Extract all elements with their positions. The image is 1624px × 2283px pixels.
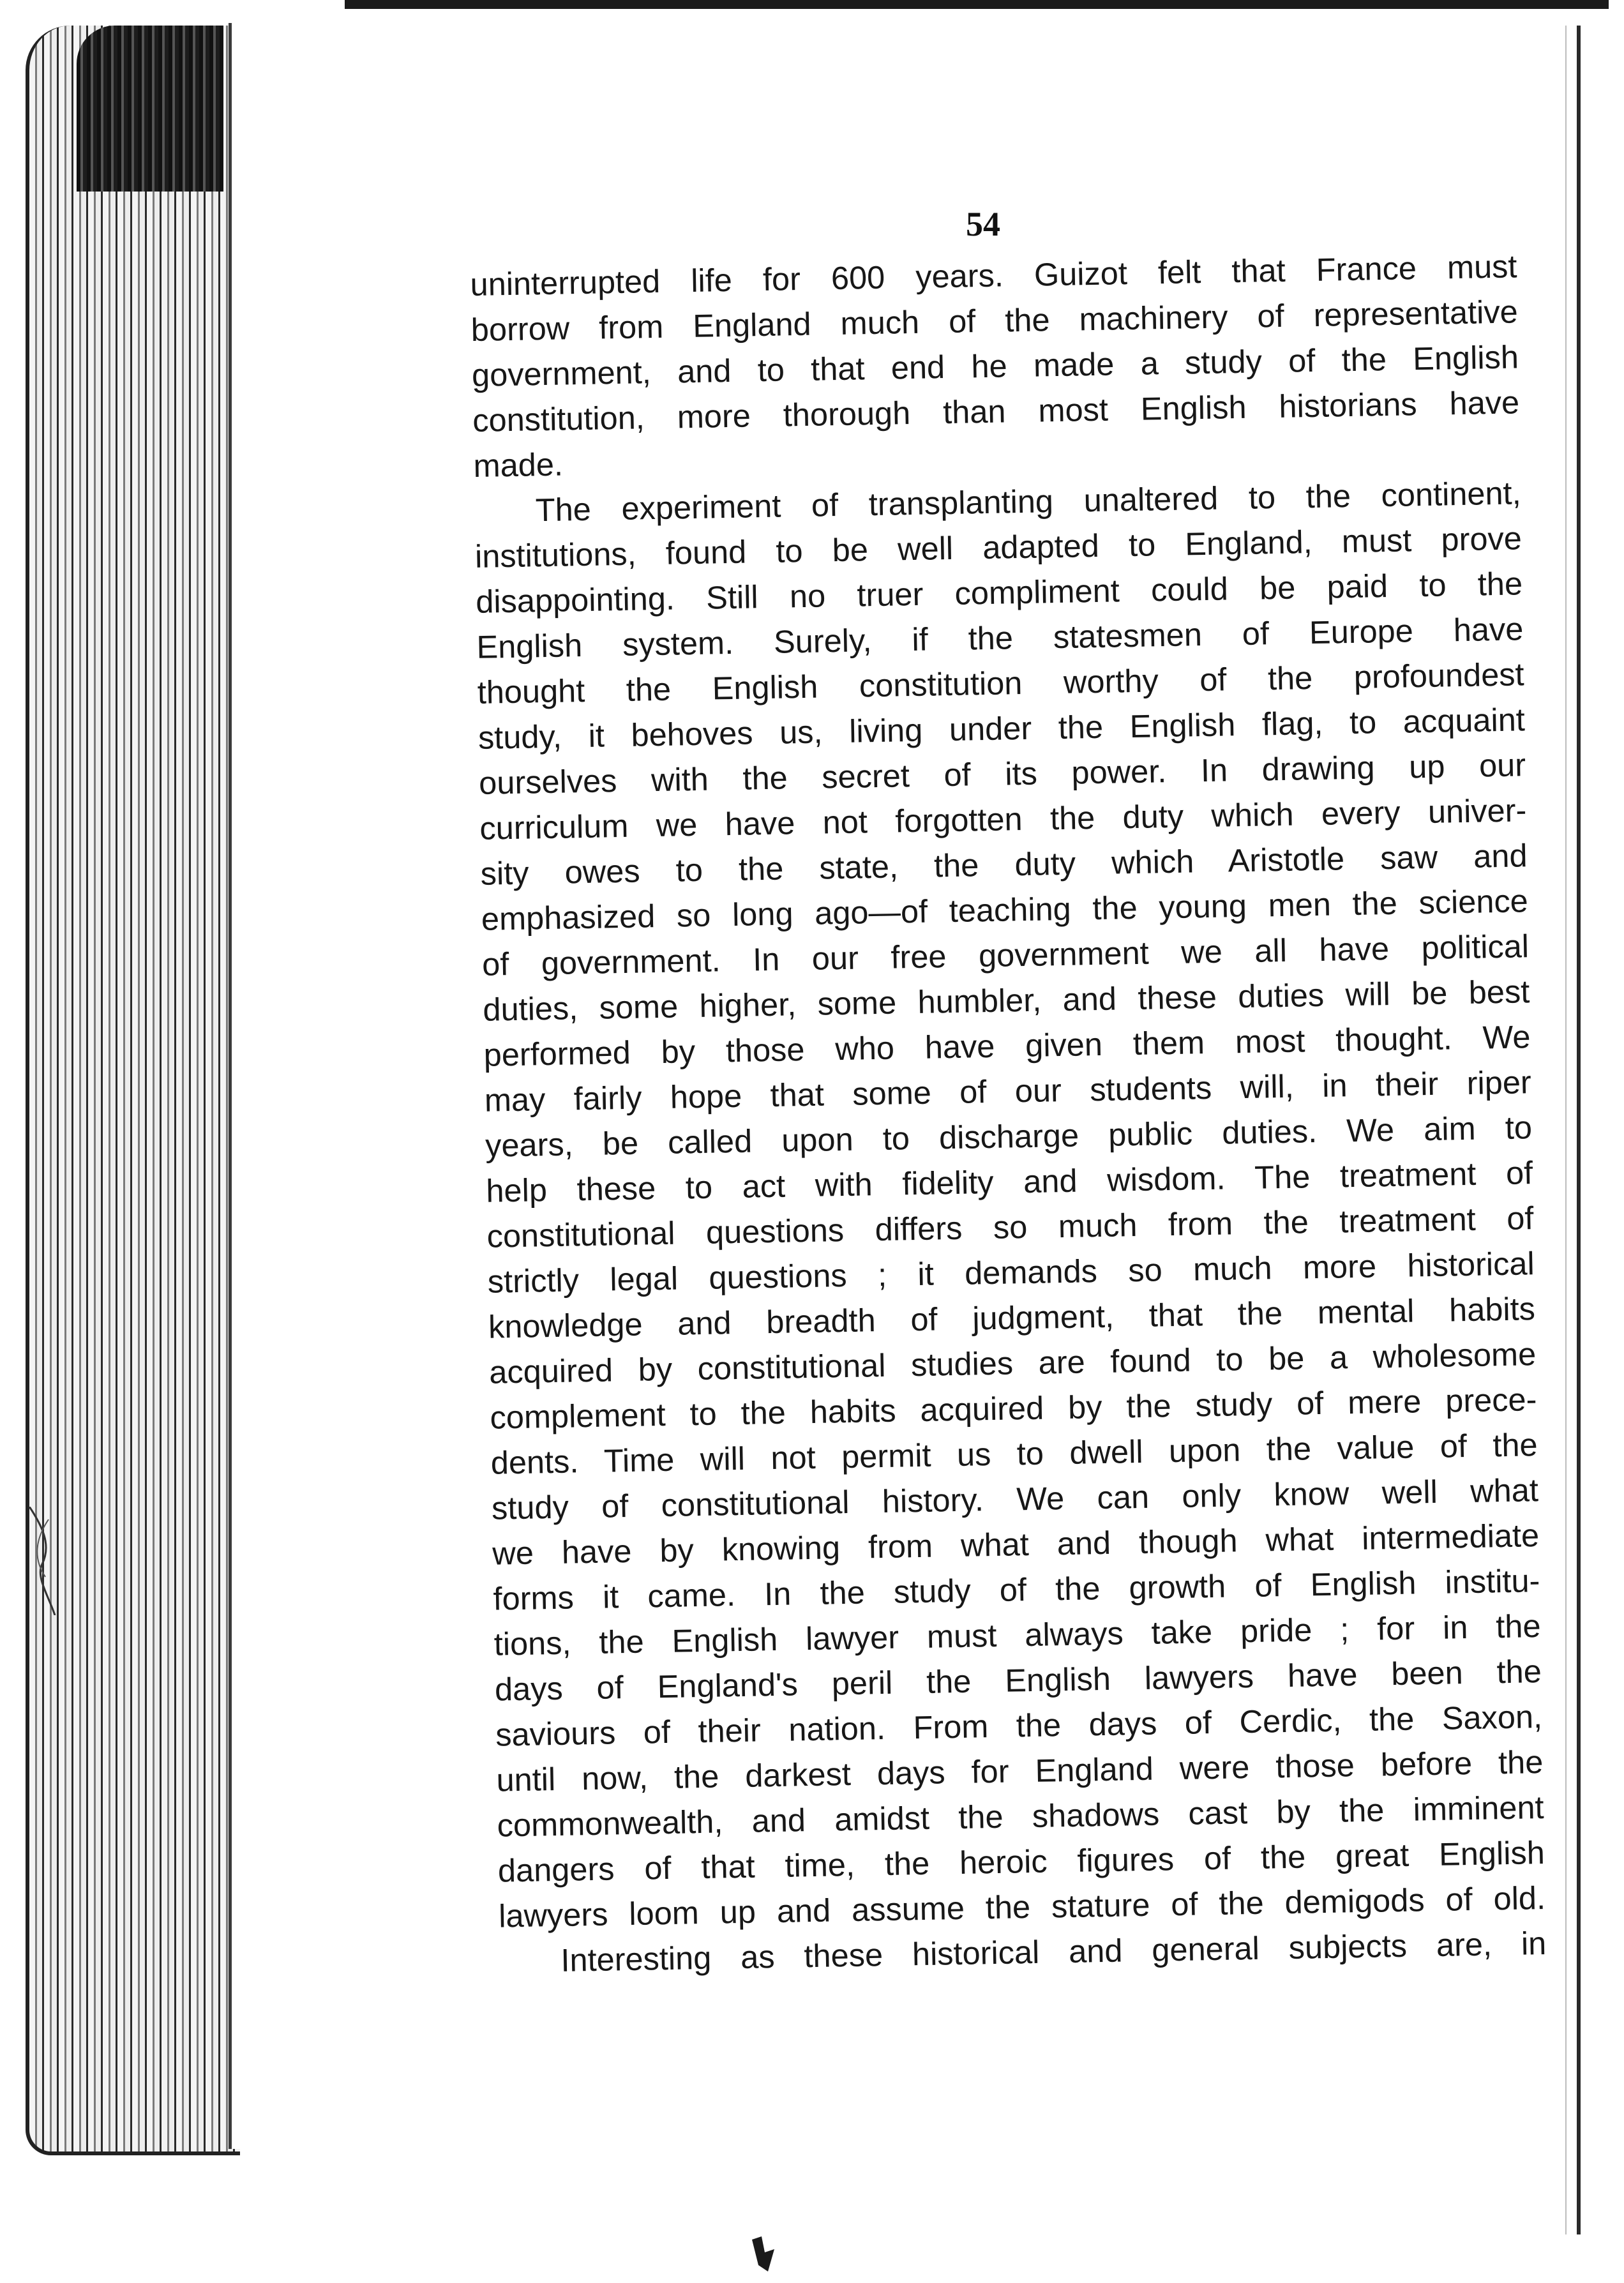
text-line: institutions, found to be well adapted to England, must prove	[474, 520, 1522, 575]
text-line: we have by knowing from what and though what intermediate	[492, 1517, 1540, 1572]
text-line: years, be called upon to discharge public duties. We aim to	[485, 1109, 1533, 1164]
paragraph-start-line: Interesting as these historical and general subjects are, in	[560, 1924, 1547, 1978]
text-line: emphasized so long ago—of teaching the young men the science	[481, 882, 1529, 937]
text-line: complement to the habits acquired by the study of mere prece-	[490, 1381, 1537, 1436]
text-line: of government. In our free government we all have political	[481, 928, 1530, 983]
bottom-scan-mark	[746, 2233, 784, 2278]
text-line: saviours of their nation. From the days of Cerdic, the Saxon,	[495, 1698, 1543, 1753]
page-number: 54	[966, 205, 1000, 243]
page-right-edge	[1577, 26, 1581, 2234]
text-line: disappointing. Still no truer compliment could be paid to the	[475, 565, 1523, 620]
paragraph-start-line: The experiment of transplanting unaltered to the continent,	[535, 474, 1522, 529]
book-edge-shadow	[77, 26, 223, 192]
text-line: tions, the English lawyer must always take pride ; for in the	[493, 1608, 1542, 1662]
text-line: government, and to that end he made a study of the English	[471, 338, 1519, 393]
text-line: borrow from England much of the machinery of representative	[470, 293, 1519, 348]
text-line: dents. Time will not permit us to dwell upon the value of the	[490, 1426, 1538, 1481]
text-line: performed by those who have given them most thought. We	[483, 1018, 1531, 1073]
text-line: constitutional questions differs so much from the treatment of	[486, 1200, 1534, 1255]
text-line: forms it came. In the study of the growth of English institu-	[493, 1562, 1540, 1617]
text-line: duties, some higher, some humbler, and these duties will be best	[482, 973, 1530, 1028]
binding-thread-mark	[23, 1507, 61, 1615]
text-line: study of constitutional history. We can only know well what	[491, 1472, 1539, 1526]
scan-top-border	[345, 0, 1609, 9]
text-line: English system. Surely, if the statesmen of Europe have	[476, 610, 1524, 665]
text-line: constitution, more thorough than most English historians have	[472, 384, 1520, 439]
book-page-edges	[26, 26, 240, 2155]
text-line: lawyers loom up and assume the stature of the demigods of old.	[498, 1879, 1546, 1934]
page-right-edge-inner	[1565, 26, 1567, 2234]
text-line: ourselves with the secret of its power. In drawing up our	[478, 746, 1526, 801]
text-line: uninterrupted life for 600 years. Guizot felt that France must	[470, 248, 1517, 303]
text-line: thought the English constitution worthy of the profoundest	[477, 656, 1525, 711]
body-text	[470, 243, 1547, 1984]
text-line: until now, the darkest days for England were those before the	[496, 1744, 1544, 1798]
text-line: days of England's peril the English lawyers have been the	[494, 1653, 1542, 1708]
text-line: made.	[473, 446, 564, 484]
text-line: may fairly hope that some of our students will, in their riper	[484, 1064, 1532, 1119]
text-line: sity owes to the state, the duty which Aristotle saw and	[480, 837, 1528, 892]
text-line: strictly legal questions ; it demands so much more historical	[487, 1245, 1535, 1300]
text-line: commonwealth, and amidst the shadows cast by the imminent	[497, 1789, 1544, 1844]
text-line: knowledge and breadth of judgment, that the mental habits	[488, 1290, 1536, 1345]
text-line: help these to act with fidelity and wisdom. The treatment of	[485, 1154, 1533, 1209]
text-line: dangers of that time, the heroic figures of the great English	[497, 1834, 1545, 1889]
text-line: acquired by constitutional studies are found to be a wholesome	[488, 1336, 1537, 1390]
text-line: curriculum we have not forgotten the duty which every univer-	[479, 792, 1527, 847]
text-line: study, it behoves us, living under the English flag, to acquaint	[477, 701, 1526, 756]
